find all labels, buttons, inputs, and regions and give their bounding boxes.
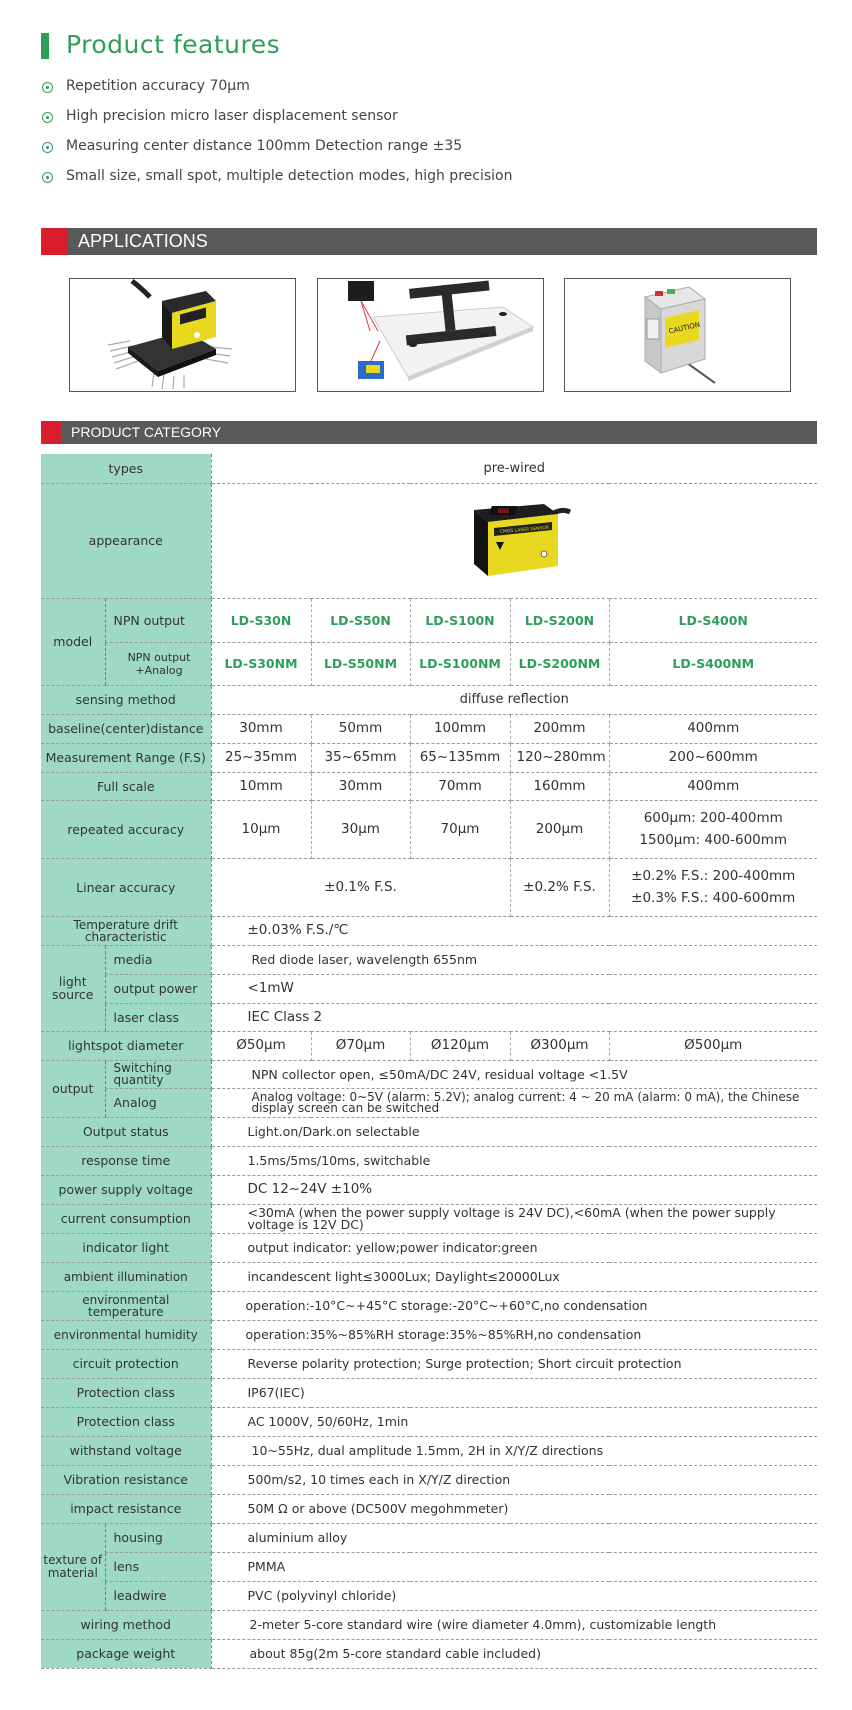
- model-cell: LD-S30NM: [211, 642, 311, 685]
- housing-value: aluminium alloy: [211, 1523, 817, 1552]
- product-brand: CMOS LASER SENSOR: [499, 525, 550, 535]
- model-cell: LD-S100NM: [410, 642, 510, 685]
- temp-drift-value: ±0.03% F.S./℃: [211, 916, 817, 945]
- impact-value: 50M Ω or above (DC500V megohmmeter): [211, 1494, 817, 1523]
- range-cell: 35~65mm: [311, 743, 410, 772]
- impact-label: impact resistance: [41, 1494, 211, 1523]
- indicator-value: output indicator: yellow;power indicator:green: [211, 1233, 817, 1262]
- switching-label: Switching quantity: [105, 1060, 211, 1088]
- range-cell: 120~280mm: [510, 743, 609, 772]
- env-humidity-value: operation:35%~85%RH storage:35%~85%RH,no condensation: [211, 1320, 817, 1349]
- full-scale-label: Full scale: [41, 772, 211, 800]
- range-cell: 200~600mm: [609, 743, 817, 772]
- range-cell: 65~135mm: [410, 743, 510, 772]
- repeat-last-1: 600μm: 200-400mm: [643, 810, 783, 826]
- linear-3b: ±0.3% F.S.: 400-600mm: [631, 890, 796, 906]
- table-row: [41, 1175, 817, 1204]
- applications-title: APPLICATIONS: [78, 231, 208, 251]
- protection-class-2-value: AC 1000V, 50/60Hz, 1min: [211, 1407, 817, 1436]
- laser-class-value: IEC Class 2: [211, 1003, 817, 1031]
- env-temp-value: operation:-10°C~+45°C storage:-20°C~+60°C,no condensation: [211, 1291, 817, 1320]
- product-display: 888: [498, 507, 510, 515]
- applications-header-accent: [41, 228, 68, 255]
- table-row: [41, 1639, 817, 1668]
- ambient-value: incandescent light≤3000Lux; Daylight≤20000Lux: [211, 1262, 817, 1291]
- application-image-1: [69, 278, 296, 392]
- vibration-value: 500m/s2, 10 times each in X/Y/Z direction: [211, 1465, 817, 1494]
- table-row: [41, 1262, 817, 1291]
- linear-cell: ±0.2% F.S.: [510, 858, 609, 916]
- leadwire-label: leadwire: [105, 1581, 211, 1610]
- indicator-label: indicator light: [41, 1233, 211, 1262]
- table-row: [41, 1436, 817, 1465]
- baseline-cell: 100mm: [410, 714, 510, 743]
- table-row: [41, 1465, 817, 1494]
- baseline-cell: 30mm: [211, 714, 311, 743]
- caution-label: CAUTION: [667, 320, 701, 336]
- withstand-voltage-label: withstand voltage: [41, 1436, 211, 1465]
- table-row: [41, 1494, 817, 1523]
- table-row: [41, 743, 817, 772]
- sensor-product-image: [454, 500, 574, 580]
- table-row: [41, 454, 817, 483]
- media-value: Red diode laser, wavelength 655nm: [211, 945, 817, 974]
- feature-item: Measuring center distance 100mm Detection range ±35: [66, 138, 463, 154]
- table-row: [41, 1523, 817, 1552]
- output-status-value: Light.on/Dark.on selectable: [211, 1117, 817, 1146]
- linear-cell: [609, 858, 817, 916]
- npn-analog-label: NPN output +Analog: [105, 642, 211, 685]
- table-row: [41, 1146, 817, 1175]
- full-scale-cell: 10mm: [211, 772, 311, 800]
- output-power-label: output power: [105, 974, 211, 1003]
- table-row: [41, 685, 817, 714]
- table-row: [41, 1088, 817, 1117]
- types-value: pre-wired: [211, 454, 817, 483]
- sensing-method-label: sensing method: [41, 685, 211, 714]
- bullet-icon: [42, 112, 53, 123]
- table-row: [41, 598, 817, 642]
- bullet-icon: [42, 142, 53, 153]
- types-label: types: [41, 454, 211, 483]
- table-row: [41, 1204, 817, 1233]
- model-label: model: [41, 598, 105, 685]
- model-cell: LD-S200NM: [510, 642, 609, 685]
- table-row: [41, 974, 817, 1003]
- bullet-icon: [42, 82, 53, 93]
- package-weight-value: about 85g(2m 5-core standard cable included): [211, 1639, 817, 1668]
- table-row: [41, 1407, 817, 1436]
- repeat-accuracy-label: repeated accuracy: [41, 800, 211, 858]
- output-label: output: [41, 1060, 105, 1117]
- texture-label: texture of material: [41, 1523, 105, 1610]
- table-row: [41, 1610, 817, 1639]
- response-time-label: response time: [41, 1146, 211, 1175]
- laser-class-label: laser class: [105, 1003, 211, 1031]
- lightspot-cell: Ø500μm: [609, 1031, 817, 1060]
- lens-label: lens: [105, 1552, 211, 1581]
- analog-value: Analog voltage: 0~5V (alarm: 5.2V); analog current: 4 ~ 20 mA (alarm: 0 mA), the Chinese display screen can be switched: [211, 1088, 817, 1117]
- linear-accuracy-label: Linear accuracy: [41, 858, 211, 916]
- circuit-protection-value: Reverse polarity protection; Surge protection; Short circuit protection: [211, 1349, 817, 1378]
- range-cell: 25~35mm: [211, 743, 311, 772]
- table-row: [41, 1581, 817, 1610]
- range-label: Measurement Range (F.S): [41, 743, 211, 772]
- table-row: [41, 800, 817, 858]
- application-image-3: [564, 278, 791, 392]
- ambient-label: ambient illumination: [41, 1262, 211, 1291]
- appearance-cell: [211, 483, 817, 598]
- table-row: [41, 483, 817, 598]
- model-cell: LD-S400N: [609, 598, 817, 642]
- env-temp-label: environmental temperature: [41, 1291, 211, 1320]
- wiring-method-label: wiring method: [41, 1610, 211, 1639]
- repeat-cell: 30μm: [311, 800, 410, 858]
- repeat-cell: [609, 800, 817, 858]
- protection-class-label: Protection class: [41, 1378, 211, 1407]
- spec-table: [41, 454, 817, 1669]
- vibration-label: Vibration resistance: [41, 1465, 211, 1494]
- feature-item: Repetition accuracy 70μm: [66, 78, 250, 94]
- application-image-2: [317, 278, 544, 392]
- features-title-accent: [41, 33, 49, 59]
- table-row: [41, 642, 817, 685]
- repeat-last-2: 1500μm: 400-600mm: [639, 832, 788, 848]
- model-cell: LD-S50N: [311, 598, 410, 642]
- supply-voltage-value: DC 12~24V ±10%: [211, 1175, 817, 1204]
- table-row: [41, 1552, 817, 1581]
- response-time-value: 1.5ms/5ms/10ms, switchable: [211, 1146, 817, 1175]
- linear-cell: ±0.1% F.S.: [211, 858, 510, 916]
- table-row: [41, 916, 817, 945]
- table-row: [41, 1320, 817, 1349]
- bullet-icon: [42, 172, 53, 183]
- model-cell: LD-S30N: [211, 598, 311, 642]
- housing-label: housing: [105, 1523, 211, 1552]
- table-row: [41, 1031, 817, 1060]
- protection-class-value: IP67(IEC): [211, 1378, 817, 1407]
- supply-voltage-label: power supply voltage: [41, 1175, 211, 1204]
- model-cell: LD-S400NM: [609, 642, 817, 685]
- baseline-label: baseline(center)distance: [41, 714, 211, 743]
- output-power-value: <1mW: [211, 974, 817, 1003]
- repeat-cell: 200μm: [510, 800, 609, 858]
- current-label: current consumption: [41, 1204, 211, 1233]
- repeat-cell: 70μm: [410, 800, 510, 858]
- analog-label: Analog: [105, 1088, 211, 1117]
- model-cell: LD-S100N: [410, 598, 510, 642]
- media-label: media: [105, 945, 211, 974]
- baseline-cell: 50mm: [311, 714, 410, 743]
- full-scale-cell: 30mm: [311, 772, 410, 800]
- category-title: PRODUCT CATEGORY: [71, 424, 222, 440]
- full-scale-cell: 70mm: [410, 772, 510, 800]
- lightspot-cell: Ø50μm: [211, 1031, 311, 1060]
- linear-3a: ±0.2% F.S.: 200-400mm: [631, 868, 796, 884]
- feature-item: High precision micro laser displacement sensor: [66, 108, 398, 124]
- table-row: [41, 714, 817, 743]
- temp-drift-label: Temperature drift characteristic: [41, 916, 211, 945]
- switching-value: NPN collector open, ≤50mA/DC 24V, residual voltage <1.5V: [211, 1060, 817, 1088]
- output-status-label: Output status: [41, 1117, 211, 1146]
- lightspot-cell: Ø300μm: [510, 1031, 609, 1060]
- env-humidity-label: environmental humidity: [41, 1320, 211, 1349]
- table-row: [41, 858, 817, 916]
- protection-class-2-label: Protection class: [41, 1407, 211, 1436]
- lightspot-cell: Ø120μm: [410, 1031, 510, 1060]
- table-row: [41, 772, 817, 800]
- wiring-method-value: 2-meter 5-core standard wire (wire diameter 4.0mm), customizable length: [211, 1610, 817, 1639]
- full-scale-cell: 400mm: [609, 772, 817, 800]
- table-row: [41, 945, 817, 974]
- category-header-accent: [41, 421, 61, 444]
- baseline-cell: 200mm: [510, 714, 609, 743]
- appearance-label: appearance: [41, 483, 211, 598]
- model-cell: LD-S50NM: [311, 642, 410, 685]
- circuit-protection-label: circuit protection: [41, 1349, 211, 1378]
- repeat-cell: 10μm: [211, 800, 311, 858]
- table-row: [41, 1233, 817, 1262]
- leadwire-value: PVC (polyvinyl chloride): [211, 1581, 817, 1610]
- sensing-method-value: diffuse reflection: [211, 685, 817, 714]
- current-value: <30mA (when the power supply voltage is 24V DC),<60mA (when the power supply voltage is 12V DC): [211, 1204, 817, 1233]
- feature-item: Small size, small spot, multiple detection modes, high precision: [66, 168, 513, 184]
- light-source-label: light source: [41, 945, 105, 1031]
- table-row: [41, 1117, 817, 1146]
- table-row: [41, 1060, 817, 1088]
- table-row: [41, 1291, 817, 1320]
- withstand-voltage-value: 10~55Hz, dual amplitude 1.5mm, 2H in X/Y/Z directions: [211, 1436, 817, 1465]
- features-title: Product features: [66, 30, 281, 59]
- npn-output-label: NPN output: [105, 598, 211, 642]
- baseline-cell: 400mm: [609, 714, 817, 743]
- package-weight-label: package weight: [41, 1639, 211, 1668]
- table-row: [41, 1003, 817, 1031]
- lightspot-cell: Ø70μm: [311, 1031, 410, 1060]
- full-scale-cell: 160mm: [510, 772, 609, 800]
- table-row: [41, 1378, 817, 1407]
- table-row: [41, 1349, 817, 1378]
- lens-value: PMMA: [211, 1552, 817, 1581]
- lightspot-label: lightspot diameter: [41, 1031, 211, 1060]
- model-cell: LD-S200N: [510, 598, 609, 642]
